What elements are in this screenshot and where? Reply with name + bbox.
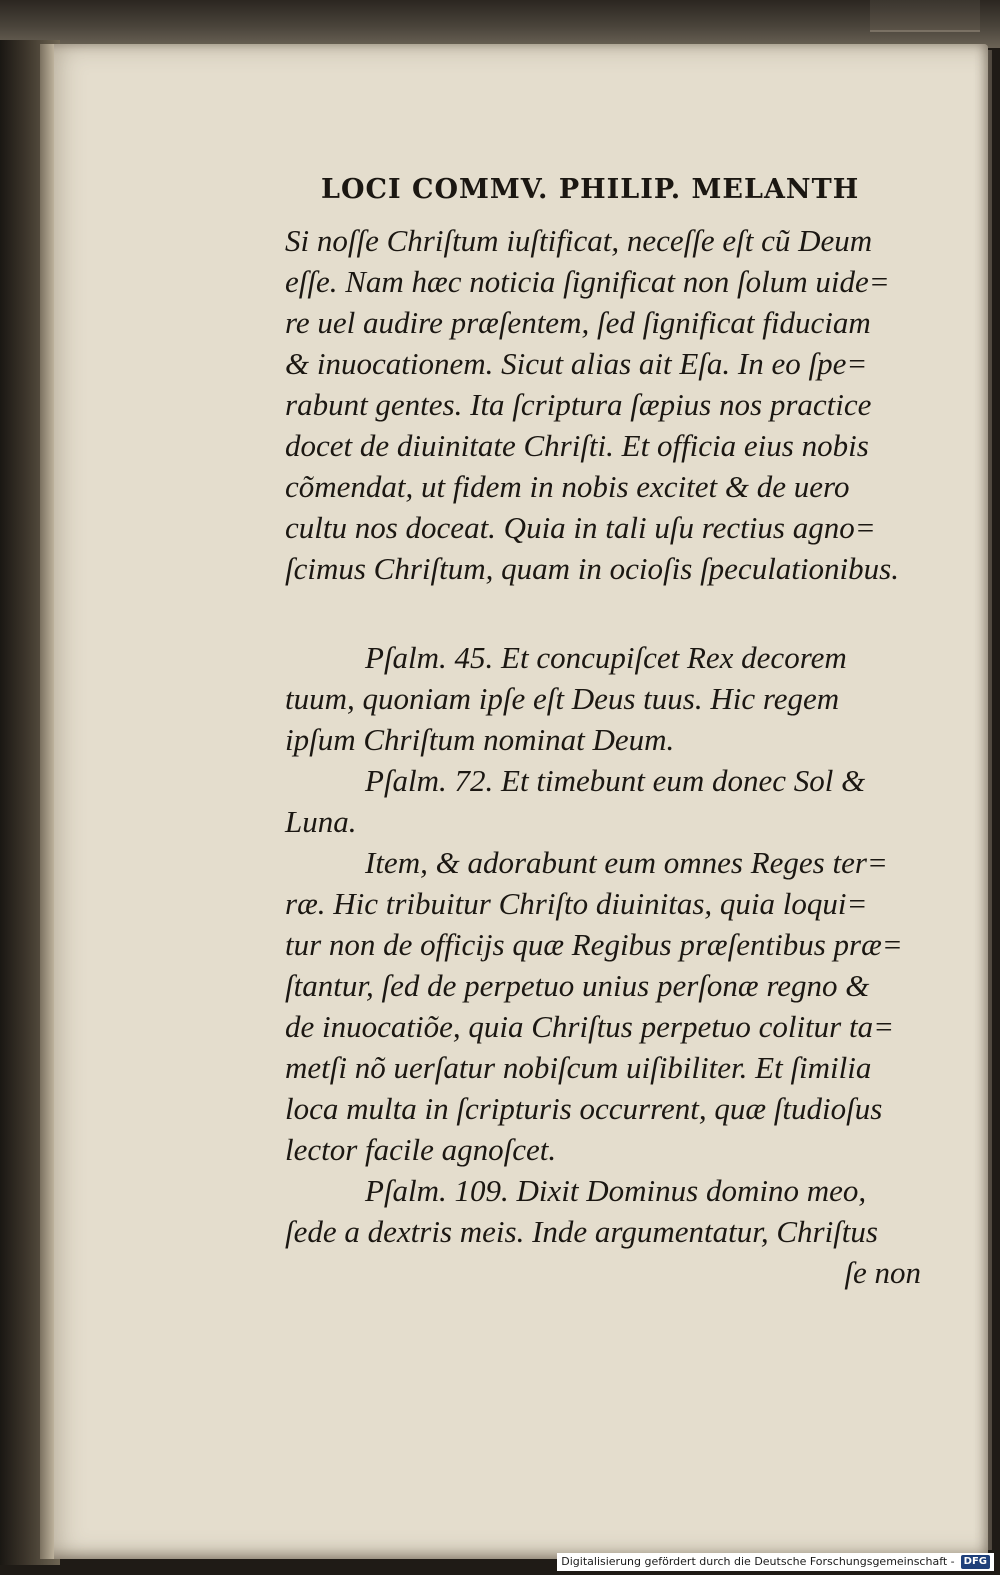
paragraph-2	[285, 637, 925, 760]
book-clip	[870, 0, 980, 32]
text-line: de inuocatiõe, quia Chriſtus perpetuo colitur ta=	[285, 1009, 895, 1044]
text-line: Item, & adorabunt eum omnes Reges ter=	[365, 845, 888, 880]
text-line: ſcimus Chriſtum, quam in ocioſis ſpeculationibus.	[285, 551, 899, 586]
text-line: metſi nõ uerſatur nobiſcum uiſibiliter. Et ſimilia	[285, 1050, 872, 1085]
text-line: re uel audire præſentem, ſed ſignificat fiduciam	[285, 305, 871, 340]
text-line: ſtantur, ſed de perpetuo unius perſonæ regno &	[285, 968, 870, 1003]
text-line: Luna.	[285, 804, 357, 839]
text-line: ræ. Hic tribuitur Chriſto diuinitas, quia loqui=	[285, 886, 868, 921]
paragraph-3	[285, 760, 925, 842]
text-line: & inuocationem. Sicut alias ait Eſa. In eo ſpe=	[285, 346, 868, 381]
page-gutter	[40, 44, 54, 1559]
text-line: rabunt gentes. Ita ſcriptura ſæpius nos practice	[285, 387, 872, 422]
text-line: loca multa in ſcripturis occurrent, quæ ſtudioſus	[285, 1091, 883, 1126]
paragraph-5	[285, 1170, 925, 1252]
text-line: docet de diuinitate Chriſti. Et officia eius nobis	[285, 428, 869, 463]
text-line: eſſe. Nam hæc noticia ſignificat non ſolum uide=	[285, 264, 890, 299]
text-line: Si noſſe Chriſtum iuſtificat, neceſſe eſt cũ Deum	[285, 223, 873, 258]
text-line: tuum, quoniam ipſe eſt Deus tuus. Hic regem	[285, 681, 840, 716]
text-line: lector facile agnoſcet.	[285, 1132, 557, 1167]
text-line: cõmendat, ut fidem in nobis excitet & de uero	[285, 469, 850, 504]
catchword: ſe non	[844, 1255, 921, 1290]
text-line: ipſum Chriſtum nominat Deum.	[285, 722, 675, 757]
page-text-block	[285, 170, 925, 1293]
text-line: tur non de officijs quæ Regibus præſentibus præ=	[285, 927, 903, 962]
paragraph-gap	[285, 589, 925, 637]
dfg-logo-icon: DFG	[961, 1555, 990, 1569]
paragraph-4	[285, 842, 925, 1170]
running-header: LOCI COMMV. PHILIP. MELANTH	[321, 174, 860, 205]
paragraph-1	[285, 220, 925, 589]
text-line: cultu nos doceat. Quia in tali uſu rectius agno=	[285, 510, 876, 545]
text-line: Pſalm. 72. Et timebunt eum donec Sol &	[365, 763, 866, 798]
text-line: Pſalm. 109. Dixit Dominus domino meo,	[365, 1173, 867, 1208]
digitization-credit	[557, 1553, 994, 1571]
credit-text: Digitalisierung gefördert durch die Deutsche Forschungsgemeinschaft -	[561, 1555, 955, 1568]
text-line: Pſalm. 45. Et concupiſcet Rex decorem	[365, 640, 847, 675]
text-line: ſede a dextris meis. Inde argumentatur, Chriſtus	[285, 1214, 878, 1249]
scan-background-top	[0, 0, 1000, 48]
